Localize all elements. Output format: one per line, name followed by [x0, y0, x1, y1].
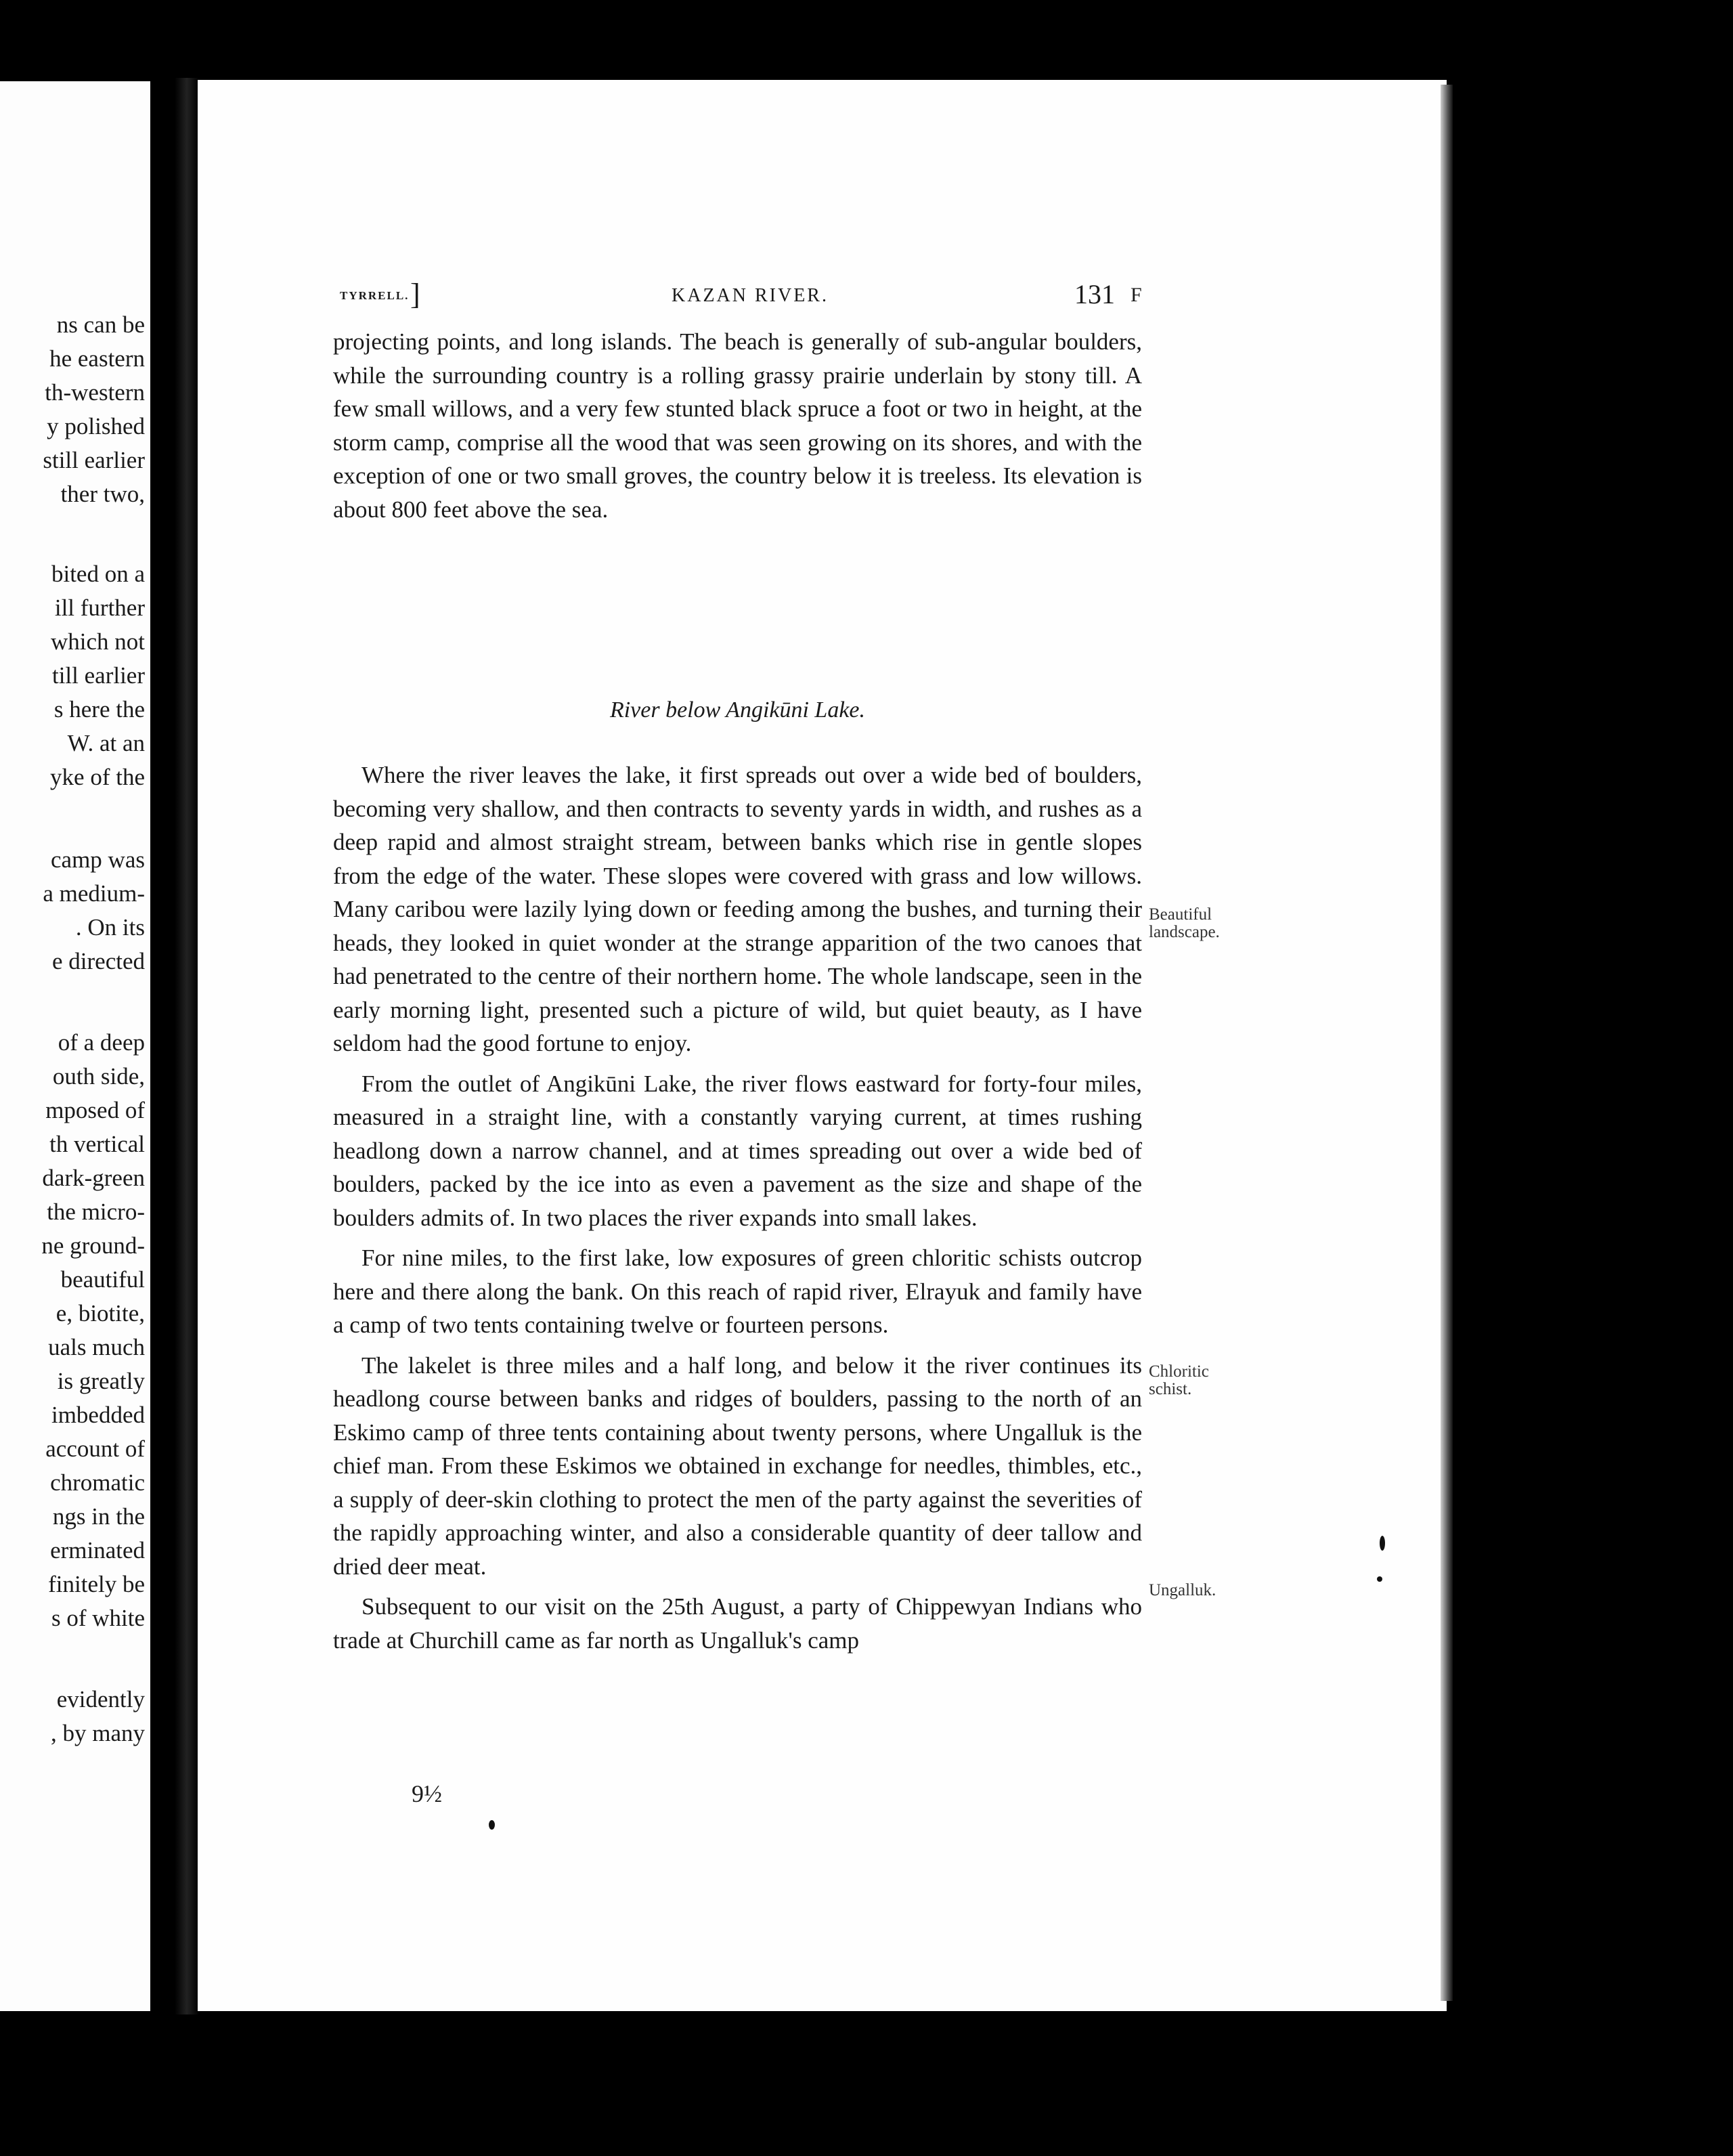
header-title: KAZAN RIVER. [672, 285, 829, 306]
left-page-line: ther two, [60, 481, 145, 507]
left-page-line: of a deep [58, 1029, 145, 1056]
left-page-line: uals much [48, 1334, 145, 1360]
left-page-line: evidently [56, 1686, 145, 1712]
paragraph: From the outlet of Angikūni Lake, the river flows eastward for forty-four miles, measured in a straight line, with a constantly varying current, at times rushing headlong down a narrow channel, and at times spreading out over a wide bed of boulders, packed by the ice into as even a pavement as the size and shape of the boulders admits of. In two places the river expands into small lakes. [333, 1070, 1142, 1231]
left-page-line: bited on a [51, 561, 145, 587]
left-page-line: ne ground- [41, 1232, 145, 1259]
paragraph: Where the river leaves the lake, it first spreads out over a wide bed of boulders, becoming very shallow, and then contracts to seventy yards in width, and rushes as a deep rapid and almost straight stream, between banks which rise in gentle slopes from the edge of the water. These slopes were covered with grass and low willows. Many caribou were lazily lying down or feeding among the bushes, and turning their heads, they looked in quiet wonder at the strange apparition of the two canoes that had penetrated to the centre of their northern home. The whole landscape, seen in the early morning light, presented such a picture of wild, but quiet beauty, as I have seldom had the good fortune to enjoy. [333, 762, 1142, 1056]
left-page-line: ns can be [56, 311, 145, 338]
margin-note-beautiful-landscape [1149, 906, 1220, 941]
left-page-line: th-western [45, 379, 145, 406]
left-page-line: s of white [51, 1605, 145, 1631]
left-page-line: a medium- [43, 880, 145, 907]
paragraph: For nine miles, to the first lake, low exposures of green chloritic schists outcrop here and there along the bank. On this reach of rapid river, Elrayuk and family have a camp of two tents containing twelve or fourteen persons. [333, 1245, 1142, 1338]
left-page-line: finitely be [48, 1571, 145, 1597]
ink-speck [1377, 1576, 1382, 1582]
left-facing-page [0, 81, 150, 2011]
left-page-line: still earlier [43, 447, 145, 473]
left-page-line: till earlier [51, 662, 145, 689]
left-page-line: account of [45, 1436, 145, 1462]
section-subheading: River below Angikūni Lake. [609, 697, 866, 723]
section-body [333, 758, 1142, 1664]
left-page-line: th vertical [49, 1131, 145, 1157]
opening-paragraph: projecting points, and long islands. The beach is generally of sub-angular boulders, while the surrounding country is a rolling grassy prairie underlain by stony till. A few small willows, and a very few stunted black spruce a foot or two in height, at the storm camp, comprise all the wood that was seen growing on its shores, and with the exception of one or two small groves, the country below it is treeless. Its elevation is about 800 feet above the sea. [333, 328, 1142, 523]
left-page-line: he eastern [49, 345, 145, 372]
left-page-line: s here the [53, 696, 145, 723]
left-page-line: e, biotite, [56, 1300, 145, 1327]
left-page-line: ill further [54, 595, 145, 621]
ink-speck [1380, 1536, 1385, 1551]
page-edge-shadow [1441, 85, 1453, 2001]
margin-note-line: landscape. [1149, 923, 1220, 941]
left-page-line: , by many [50, 1720, 145, 1746]
opening-paragraph-block [333, 325, 1142, 533]
margin-note-ungalluk [1149, 1582, 1216, 1599]
running-header [198, 280, 1447, 314]
left-page-line: yke of the [50, 764, 145, 790]
left-page-line: W. at an [67, 730, 145, 756]
left-page-line: e directed [52, 948, 145, 974]
ink-speck [489, 1820, 495, 1830]
margin-note-line: schist. [1149, 1380, 1192, 1398]
margin-note-line: Chloritic [1149, 1362, 1209, 1381]
main-page [198, 80, 1447, 2011]
margin-note-chloritic-schist [1149, 1363, 1209, 1398]
paragraph: Subsequent to our visit on the 25th August, a party of Chippewyan Indians who trade at Churchill came as far north as Ungalluk's camp [333, 1593, 1142, 1654]
left-page-line: outh side, [52, 1063, 145, 1090]
signature-folio: 9½ [412, 1780, 442, 1807]
page-number-suffix: F [1131, 284, 1142, 306]
paragraph: The lakelet is three miles and a half long, and below it the river continues its headlong course between banks and ridges of boulders, passing to the north of an Eskimo camp of three tents containing about twenty persons, where Ungalluk is the chief man. From these Eskimos we obtained in exchange for needles, thimbles, etc., a supply of deer-skin clothing to protect the men of the party against the severities of the rapidly approaching winter, and also a considerable quantity of deer tallow and dried deer meat. [333, 1352, 1142, 1580]
left-page-line: is greatly [57, 1368, 145, 1394]
left-page-line: chromatic [50, 1469, 145, 1496]
page-number: 131 [1074, 279, 1115, 309]
left-page-line: imbedded [51, 1402, 145, 1428]
left-page-line: which not [50, 628, 145, 655]
header-author: TYRRELL. [340, 289, 410, 302]
book-spine [175, 78, 199, 2014]
left-page-line: dark-green [42, 1165, 145, 1191]
left-page-line: beautiful [60, 1266, 145, 1293]
left-page-line: mposed of [45, 1097, 145, 1123]
left-page-line: the micro- [47, 1199, 145, 1225]
margin-note-line: Ungalluk. [1149, 1581, 1216, 1599]
left-page-line: camp was [51, 846, 145, 873]
margin-note-line: Beautiful [1149, 905, 1212, 924]
left-page-line: y polished [47, 413, 145, 439]
left-page-line: erminated [50, 1537, 145, 1564]
left-page-line: ngs in the [52, 1503, 145, 1530]
header-bracket: ] [410, 278, 420, 311]
left-page-line: . On its [75, 914, 145, 941]
